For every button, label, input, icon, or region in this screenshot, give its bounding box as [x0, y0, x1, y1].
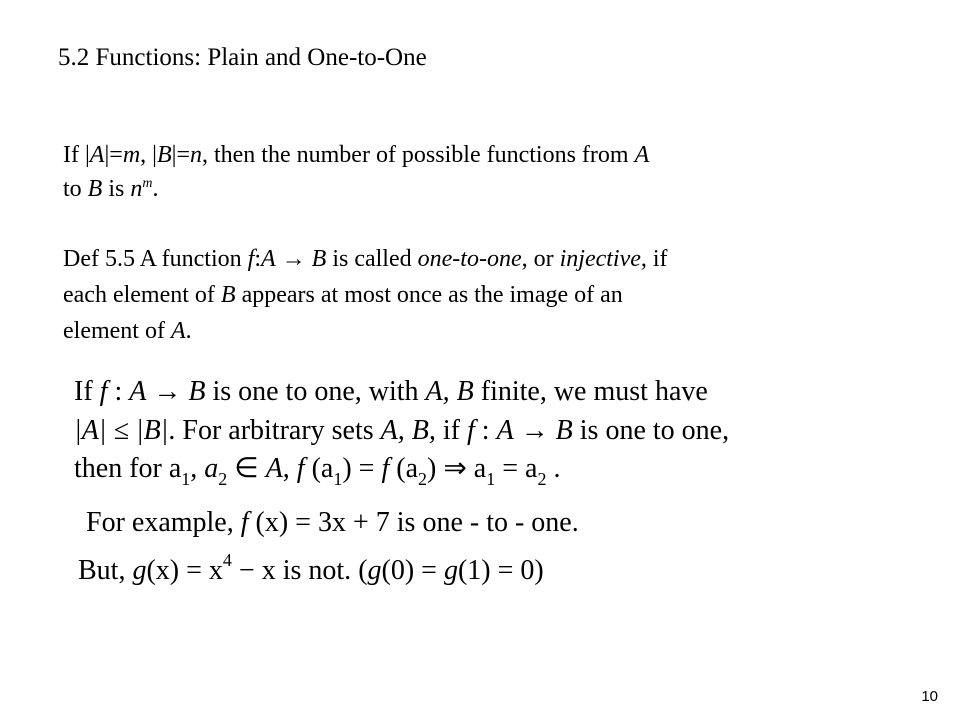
example-line	[86, 503, 579, 543]
text: If	[74, 376, 100, 407]
text: is called	[326, 246, 418, 272]
arrow-icon: →	[513, 415, 556, 446]
set-b: B	[188, 376, 206, 407]
definition-label: Def 5.5 A function	[63, 246, 248, 272]
func-f: f	[381, 453, 390, 484]
term-injective: injective	[559, 246, 641, 272]
text: But,	[78, 555, 133, 586]
func-g: g	[132, 555, 147, 586]
counterexample-expression: (x) = x	[146, 555, 223, 586]
text: ) =	[342, 453, 382, 484]
text: , or	[521, 246, 560, 272]
text: − x	[231, 555, 276, 586]
page-number: 10	[921, 688, 938, 705]
text: is one - to - one.	[389, 507, 579, 538]
math-line-1	[74, 372, 708, 412]
set-a: A	[260, 246, 276, 272]
set-a: A	[89, 142, 105, 168]
text: , then the number of possible functions from	[201, 142, 635, 168]
var-n: n	[130, 176, 143, 202]
set-b: B	[156, 142, 172, 168]
text: For example,	[86, 507, 241, 538]
text: .	[185, 318, 192, 344]
text: ,	[282, 453, 297, 484]
text: :	[107, 376, 130, 407]
set-a: A	[634, 142, 650, 168]
counterexample-line	[78, 551, 544, 591]
exponent-m: m	[142, 176, 153, 191]
set-b: B	[555, 415, 573, 446]
cardinality-inequality: |A| ≤ |B|	[74, 415, 169, 446]
sets-ab: A, B	[425, 376, 474, 407]
text: .	[152, 176, 159, 202]
func-f: f	[467, 415, 475, 446]
text: element of	[63, 318, 171, 344]
definition-line-3	[63, 313, 863, 349]
text: , |	[140, 142, 157, 168]
text: each element of	[63, 282, 221, 308]
sets-ab: A, B,	[380, 415, 436, 446]
text: is	[102, 176, 131, 202]
definition-5-5	[63, 241, 863, 349]
text: (	[358, 555, 368, 586]
func-g: g	[443, 555, 458, 586]
superscript: 4	[222, 550, 232, 570]
text: (1) = 0)	[457, 555, 544, 586]
text: is one to one,	[572, 415, 730, 446]
subscript: 2	[418, 469, 428, 489]
arrow-icon: →	[146, 376, 189, 407]
subscript: 1	[333, 469, 343, 489]
func-f: f	[240, 507, 249, 538]
set-b: B	[87, 176, 103, 202]
implies-text: ) ⇒ a	[427, 453, 487, 484]
element-of-icon: ∈	[227, 453, 266, 484]
function-count-line-1	[63, 138, 863, 172]
definition-line-1	[63, 241, 863, 277]
func-f: f	[99, 376, 108, 407]
set-b: B	[220, 282, 236, 308]
subscript: 2	[537, 469, 547, 489]
set-a: A	[496, 415, 514, 446]
subscript: 2	[218, 469, 228, 489]
math-line-2	[74, 411, 729, 451]
text: If |	[63, 142, 90, 168]
term-one-to-one: one-to-one	[417, 246, 522, 272]
var-a: a	[204, 453, 219, 484]
text: .	[546, 453, 561, 484]
text: to	[63, 176, 88, 202]
func-f: f	[247, 246, 255, 272]
text: :	[474, 415, 497, 446]
text: is not.	[275, 555, 359, 586]
text: ,	[190, 453, 205, 484]
example-expression: (x) = 3x + 7	[248, 507, 390, 538]
text: is one to one, with	[205, 376, 426, 407]
func-f: f	[296, 453, 305, 484]
text: , if	[640, 246, 668, 272]
function-count-line-2	[63, 172, 863, 206]
text: . For arbitrary sets	[168, 415, 381, 446]
set-b: B	[311, 246, 327, 272]
text: (a	[389, 453, 419, 484]
set-a: A	[170, 318, 186, 344]
text: (a	[304, 453, 334, 484]
text: then for a	[74, 453, 182, 484]
text: appears at most once as the image of an	[235, 282, 623, 308]
text: = a	[495, 453, 538, 484]
set-a: A	[265, 453, 283, 484]
var-n: n	[189, 142, 202, 168]
function-count-paragraph	[63, 138, 863, 206]
subscript: 1	[181, 469, 191, 489]
text: if	[435, 415, 467, 446]
subscript: 1	[486, 469, 496, 489]
text: |=	[104, 142, 123, 168]
func-g: g	[367, 555, 382, 586]
slide-title: 5.2 Functions: Plain and One-to-One	[58, 44, 427, 71]
arrow-icon: →	[275, 246, 312, 272]
text: :	[254, 246, 261, 272]
definition-line-2	[63, 277, 863, 313]
set-a: A	[129, 376, 147, 407]
var-m: m	[122, 142, 141, 168]
math-line-3	[74, 449, 560, 489]
text: finite, we must have	[473, 376, 708, 407]
text: (0) =	[381, 555, 444, 586]
text: |=	[171, 142, 190, 168]
